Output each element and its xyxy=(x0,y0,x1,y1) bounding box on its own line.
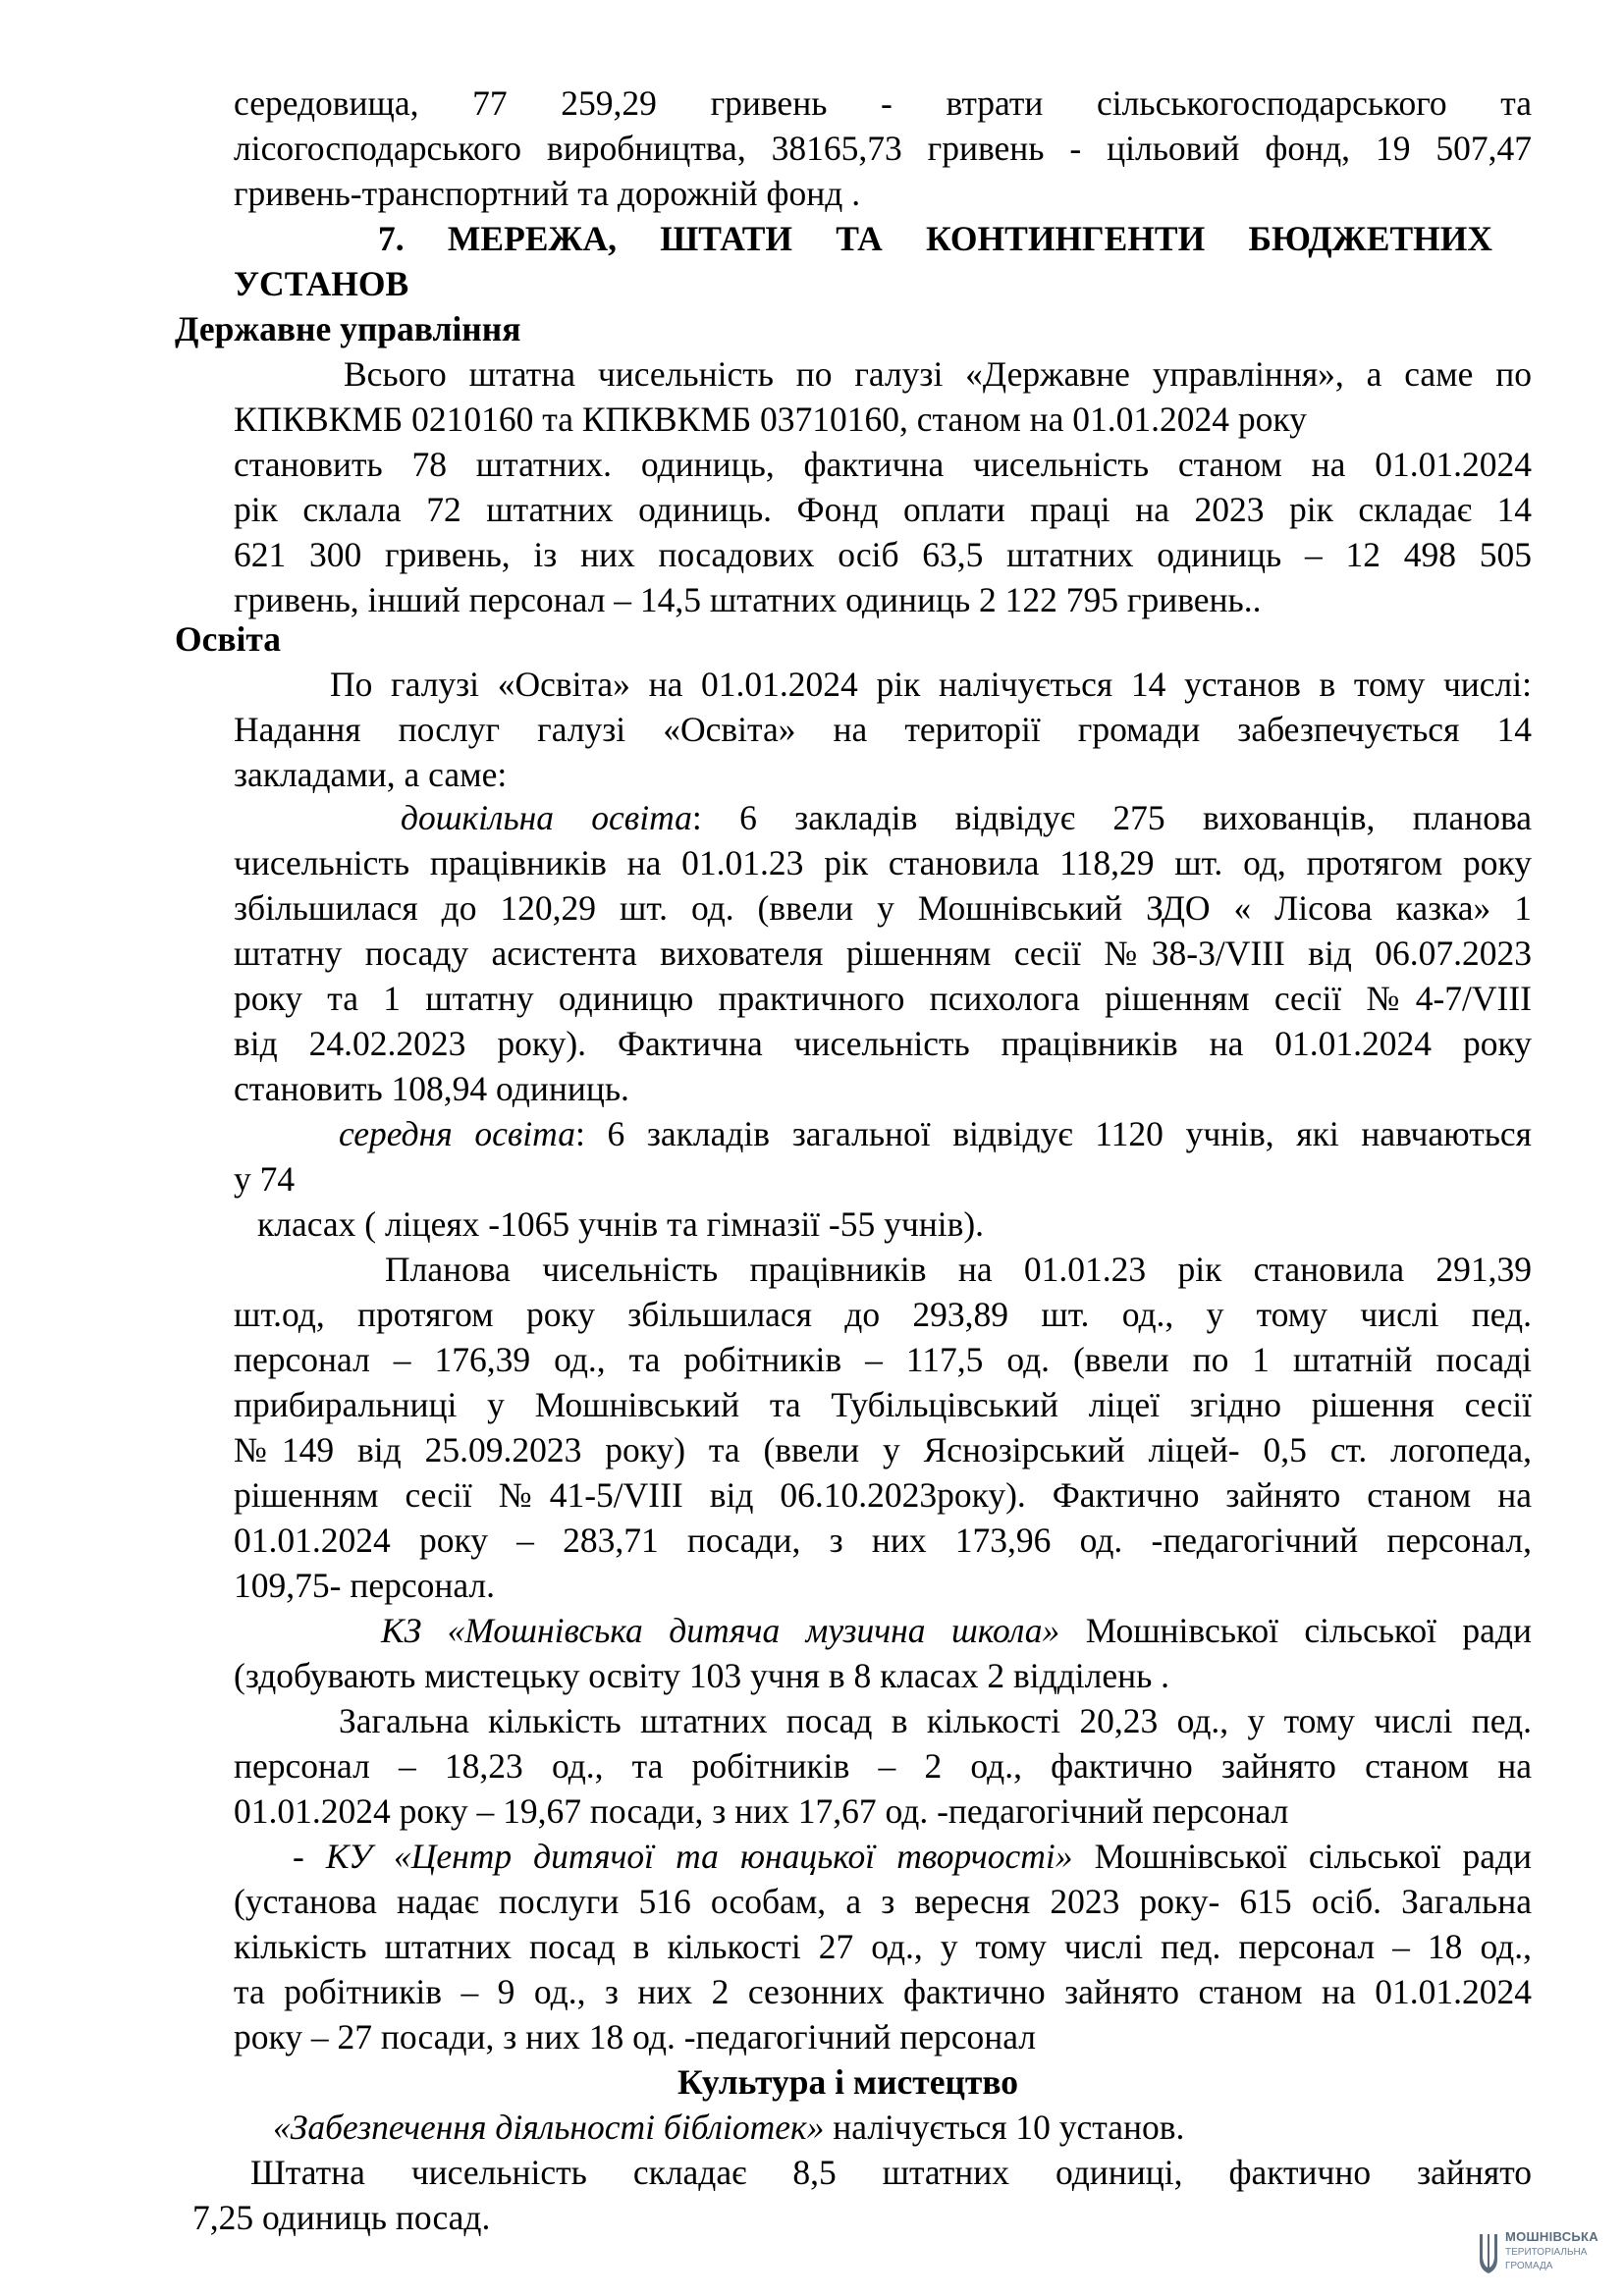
music-line-4: персонал – 18,23 од., та робітників – 2 од., фактично зайнято станом на xyxy=(234,1746,1532,1786)
edu-intro-2: Надання послуг галузі «Освіта» на території громади забезпечується 14 xyxy=(234,710,1532,749)
preschool-line-5: року та 1 штатну одиницю практичного психолога рішенням сесії №4-7/VIII xyxy=(234,979,1532,1018)
music-line-2: (здобувають мистецьку освіту 103 учня в 8 класах 2 відділень . xyxy=(234,1656,1170,1695)
music-line-3: Загальна кількість штатних посад в кількості 20,23 од., у тому числі пед. xyxy=(339,1701,1532,1740)
library-text: налічується 10 установ. xyxy=(824,2108,1185,2147)
section-title-continued: УСТАНОВ xyxy=(234,264,409,303)
secondary-line-1 xyxy=(339,1111,1532,1156)
gov-line-6: гривень, інший персонал – 14,5 штатних одиниць 2 122 795 гривень.. xyxy=(234,580,1262,619)
secondary-label: середня освіта xyxy=(339,1114,575,1153)
preschool-line-4: штатну посаду асистента вихователя рішенням сесії №38-3/VIII від 06.07.2023 xyxy=(234,934,1532,973)
library-line-1 xyxy=(273,2105,1532,2150)
center-line-1 xyxy=(293,1834,1532,1879)
gov-line-1: Всього штатна чисельність по галузі «Державне управління», а саме по xyxy=(344,354,1532,394)
center-label: КУ «Центр дитячої та юнацької творчості» xyxy=(325,1837,1073,1876)
community-logo xyxy=(1478,2226,1615,2285)
center-line-5: року – 27 посади, з них 18 од. -педагогічний персонал xyxy=(234,2017,1036,2056)
music-school-label: КЗ «Мошнівська дитяча музична школа» xyxy=(381,1611,1060,1650)
secondary-text: : 6 закладів загальної відвідує 1120 учнів, які навчаються xyxy=(574,1114,1532,1153)
center-line-3: кількість штатних посад в кількості 27 од., у тому числі пед. персонал – 18 од., xyxy=(234,1927,1532,1966)
preschool-line-2: чисельність працівників на 01.01.23 рік становила 118,29 шт. од, протягом року xyxy=(234,843,1532,882)
library-line-2: Штатна чисельність складає 8,5 штатних одиниці, фактично зайнято xyxy=(250,2153,1532,2192)
intro-line-3: гривень-транспортний та дорожній фонд . xyxy=(234,174,861,213)
music-line-5: 01.01.2024 року – 19,67 посади, з них 17,67 од. -педагогічний персонал xyxy=(234,1791,1289,1831)
intro-line-1: середовища, 77 259,29 гривень - втрати сільськогосподарського та xyxy=(234,83,1532,123)
preschool-label: дошкільна освіта xyxy=(401,798,692,837)
preschool-line-6: від 24.02.2023 року). Фактична чисельність працівників на 01.01.2024 року xyxy=(234,1024,1532,1063)
library-label: «Забезпечення діяльності бібліотек» xyxy=(273,2108,825,2147)
preschool-line-7: становить 108,94 одиниць. xyxy=(234,1069,629,1108)
section-title: 7. МЕРЕЖА, ШТАТИ ТА КОНТИНГЕНТИ БЮДЖЕТНИХ xyxy=(378,219,1492,258)
preschool-line-3: збільшилася до 120,29 шт. од. (ввели у Мошнівський ЗДО « Лісова казка» 1 xyxy=(234,888,1532,928)
staff-line-5: №149 від 25.09.2023 року) та (ввели у Яснозірський ліцей- 0,5 ст. логопеда, xyxy=(234,1430,1532,1469)
gov-heading: Державне управління xyxy=(175,309,521,348)
center-line-2: (установа надає послуги 516 особам, а з вересня 2023 року- 615 осіб. Загальна xyxy=(234,1882,1532,1921)
staff-line-6: рішенням сесії №41-5/VIII від 06.10.2023року). Фактично зайнято станом на xyxy=(234,1475,1532,1515)
staff-line-1: Планова чисельність працівників на 01.01.23 рік становила 291,39 xyxy=(385,1250,1532,1289)
edu-intro-3: закладами, а саме: xyxy=(234,755,508,794)
trident-icon xyxy=(1478,2230,1499,2277)
logo-line-3: ГРОМАДА xyxy=(1505,2261,1553,2271)
intro-line-2: лісогосподарського виробництва, 38165,73 гривень - цільовий фонд, 19 507,47 xyxy=(234,129,1532,168)
gov-line-2: КПКВКМБ 0210160 та КПКВКМБ 03710160, станом на 01.01.2024 року xyxy=(234,400,1307,439)
gov-line-5: 621 300 гривень, із них посадових осіб 63,5 штатних одиниць – 12 498 505 xyxy=(234,535,1532,574)
music-text: Мошнівської сільської ради xyxy=(1059,1611,1532,1650)
gov-line-3: становить 78 штатних. одиниць, фактична чисельність станом на 01.01.2024 xyxy=(234,445,1532,484)
staff-line-7: 01.01.2024 року – 283,71 посади, з них 173,96 од. -педагогічний персонал, xyxy=(234,1521,1532,1560)
preschool-text: : 6 закладів відвідує 275 вихованців, планова xyxy=(691,798,1532,837)
center-dash: - xyxy=(293,1837,326,1876)
secondary-line-2: у 74 xyxy=(234,1159,296,1199)
center-text: Мошнівської сільської ради xyxy=(1072,1837,1533,1876)
logo-line-2: ТЕРИТОРІАЛЬНА xyxy=(1505,2247,1588,2258)
staff-line-3: персонал – 176,39 од., та робітників – 117,5 од. (ввели по 1 штатній посаді xyxy=(234,1340,1532,1379)
music-line-1 xyxy=(381,1608,1532,1653)
staff-line-8: 109,75- персонал. xyxy=(234,1566,495,1605)
edu-heading: Освіта xyxy=(175,619,282,659)
culture-heading: Культура і мистецтво xyxy=(677,2062,1019,2102)
secondary-line-3: класах ( ліцеях -1065 учнів та гімназії -55 учнів). xyxy=(257,1204,985,1244)
staff-line-2: шт.од, протягом року збільшилася до 293,89 шт. од., у тому числі пед. xyxy=(234,1295,1532,1334)
edu-intro-1: По галузі «Освіта» на 01.01.2024 рік налічується 14 установ в тому числі: xyxy=(330,665,1532,704)
gov-line-4: рік склала 72 штатних одиниць. Фонд оплати праці на 2023 рік складає 14 xyxy=(234,490,1532,529)
logo-name: МОШНІВСЬКА xyxy=(1505,2229,1598,2244)
center-line-4: та робітників – 9 од., з них 2 сезонних фактично зайнято станом на 01.01.2024 xyxy=(234,1972,1532,2011)
staff-line-4: прибиральниці у Мошнівський та Тубільцівський ліцеї згідно рішення сесії xyxy=(234,1385,1532,1424)
library-line-3: 7,25 одиниць посад. xyxy=(192,2198,491,2237)
preschool-line-1 xyxy=(401,795,1532,840)
